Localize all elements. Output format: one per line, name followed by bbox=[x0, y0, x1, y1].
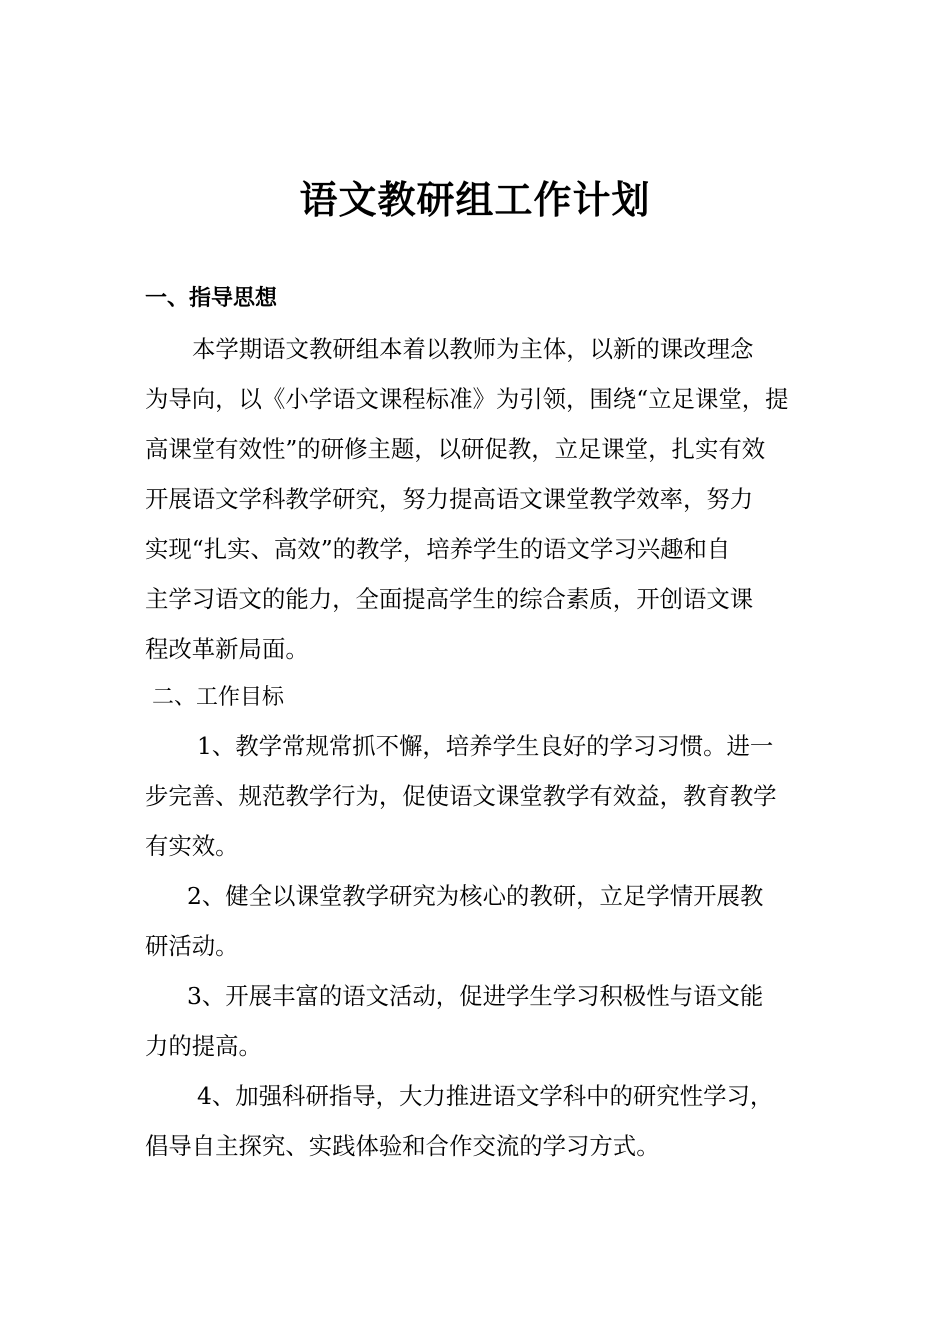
document-title: 语文教研组工作计划 bbox=[299, 177, 651, 222]
goal-item-4 bbox=[145, 1071, 810, 1171]
paragraph-line: 有实效。 bbox=[145, 832, 239, 860]
paragraph-line: 主学习语文的能力，全面提高学生的综合素质，开创语文课 bbox=[145, 585, 754, 613]
goal-item-3 bbox=[145, 971, 810, 1071]
paragraph-line: 实现“扎实、高效”的教学，培养学生的语文学习兴趣和自 bbox=[145, 535, 731, 563]
paragraph-line: 2、健全以课堂教学研究为核心的教研，立足学情开展教 bbox=[187, 882, 764, 910]
goal-item-2 bbox=[145, 871, 810, 971]
paragraph-line: 倡导自主探究、实践体验和合作交流的学习方式。 bbox=[145, 1132, 660, 1160]
paragraph-line: 1、教学常规常抓不懈，培养学生良好的学习习惯。进一 bbox=[197, 732, 774, 760]
paragraph-line: 步完善、规范教学行为，促使语文课堂教学有效益，教育教学 bbox=[145, 782, 777, 810]
paragraph-line: 开展语文学科教学研究，努力提高语文课堂教学效率，努力 bbox=[145, 485, 754, 513]
paragraph-line: 3、开展丰富的语文活动，促进学生学习积极性与语文能 bbox=[187, 982, 764, 1010]
paragraph-line: 程改革新局面。 bbox=[145, 635, 309, 663]
paragraph-guiding-ideology bbox=[145, 324, 810, 674]
goal-item-1 bbox=[145, 721, 810, 871]
section-heading-work-goals: 二、工作目标 bbox=[152, 685, 285, 710]
section-heading-guiding-ideology: 一、指导思想 bbox=[145, 286, 278, 311]
paragraph-line: 本学期语文教研组本着以教师为主体，以新的课改理念 bbox=[192, 335, 754, 363]
paragraph-line: 研活动。 bbox=[145, 932, 239, 960]
paragraph-line: 力的提高。 bbox=[145, 1032, 262, 1060]
paragraph-line: 为导向，以《小学语文课程标准》为引领，围绕“立足课堂，提 bbox=[145, 385, 789, 413]
paragraph-line: 高课堂有效性”的研修主题，以研促教，立足课堂，扎实有效 bbox=[145, 435, 766, 463]
paragraph-line: 4、加强科研指导，大力推进语文学科中的研究性学习， bbox=[197, 1082, 774, 1110]
